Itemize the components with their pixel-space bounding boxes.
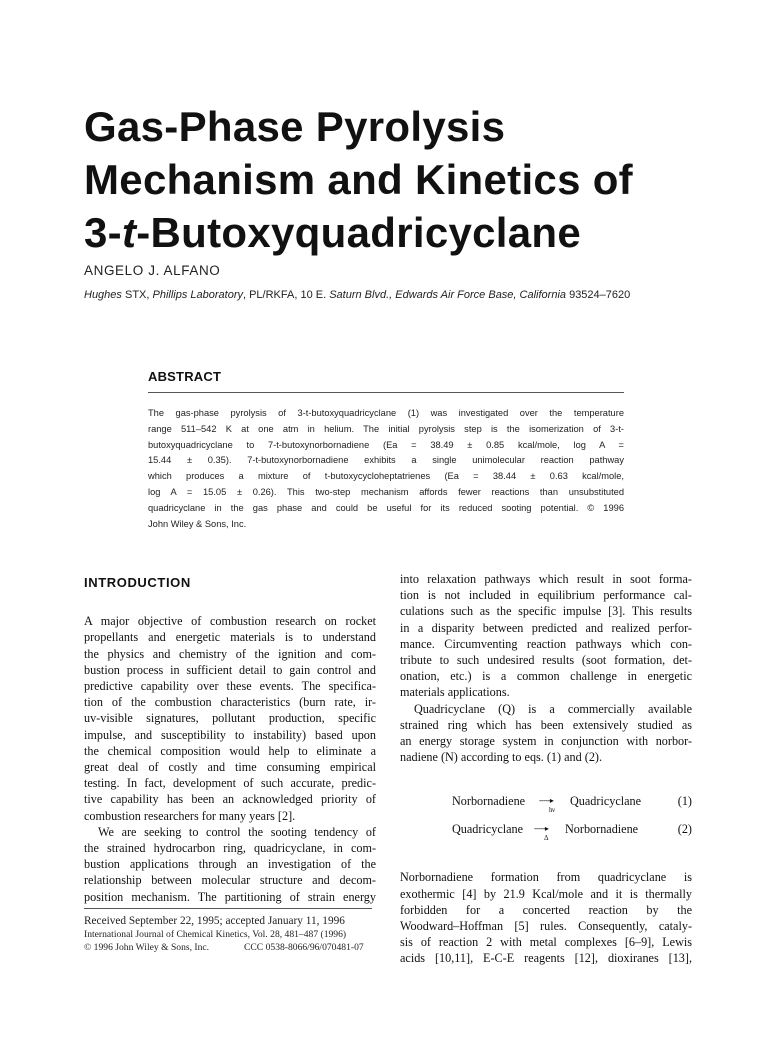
right-column-line: exothermic [4] by 21.9 Kcal/mole and it is thermally (400, 886, 692, 901)
reaction-arrow-icon: -----▸ Δ (534, 821, 548, 837)
footnote-block (84, 915, 372, 953)
right-column-line: in a disparity between predicted and realized perfor- (400, 620, 692, 635)
right-column-line: tribute to such undesired results (soot formation, det- (400, 653, 692, 668)
title-suffix: -Butoxyquadricyclane (136, 209, 582, 256)
introduction-right-body-top (400, 571, 692, 765)
equation-2-number: (2) (677, 822, 692, 837)
affiliation-company: Hughes (84, 289, 122, 301)
author-affiliation (84, 289, 630, 301)
ccc-code: CCC 0538-8066/96/070481-07 (244, 942, 364, 953)
left-column-line: position mechanism. The partitioning of strain energy (84, 889, 376, 904)
abstract-line: quadricyclane in the gas phase and could be useful for its reduced sooting potential. © 1996 (148, 502, 624, 513)
title-line-3 (84, 206, 724, 259)
equation-1 (400, 793, 692, 813)
affiliation-text-2: STX, (121, 289, 153, 301)
right-column-line: materials applications. (400, 685, 510, 700)
right-column (400, 571, 692, 967)
left-column-line: testing. In fact, development of such accurate, predic- (84, 776, 376, 791)
right-column-line: sis of reaction 2 with metal complexes [6–9], Lewis (400, 935, 692, 950)
abstract-line: 15.44 ± 0.35). 7-t-butoxynorbornadiene exhibits a single unimolecular reaction pathway (148, 455, 624, 466)
copyright-text: © 1996 John Wiley & Sons, Inc. (84, 942, 210, 953)
left-column-line: propellants and energetic materials is to understand (84, 630, 376, 645)
affiliation-location: Saturn Blvd., Edwards Air Force Base, California (329, 289, 567, 301)
left-column-line: We are seeking to control the sooting tendency of (98, 824, 376, 839)
left-column-line: predictive capability over these events. The specifica- (84, 679, 376, 694)
author-name: ANGELO J. ALFANO (84, 263, 221, 278)
left-column-line: impulse, and susceptibility to instability) based upon (84, 727, 376, 742)
abstract-line: log A = 15.05 ± 0.26). This two-step mechanism affords fewer reactions than unsubstituted (148, 486, 624, 497)
left-column-line: the chemical composition would help to eliminate a (84, 743, 376, 758)
right-column-line: into relaxation pathways which result in soot forma- (400, 572, 692, 586)
left-column-line: the strained hydrocarbon ring, quadricyclane, in com- (84, 841, 376, 856)
left-column-line: A major objective of combustion research on rocket (84, 614, 376, 629)
right-column-line: tion is not included in equilibrium performance cal- (400, 588, 692, 603)
affiliation-lab: Phillips Laboratory (152, 289, 243, 301)
left-column (84, 575, 376, 905)
right-column-line: Norbornadiene formation from quadricyclane is (400, 870, 692, 885)
title-line-1: Gas-Phase Pyrolysis (84, 103, 506, 150)
equation-1-condition: hν (549, 806, 555, 815)
right-column-line: Quadricyclane (Q) is a commercially available (414, 701, 692, 716)
equation-2-condition: Δ (544, 834, 549, 843)
journal-citation: International Journal of Chemical Kinetics, Vol. 28, 481–487 (1996) (84, 929, 347, 940)
copyright-line (84, 942, 372, 953)
received-dates: Received September 22, 1995; accepted January 11, 1996 (84, 915, 345, 927)
left-column-line: the physics and chemistry of the ignition and com- (84, 646, 376, 661)
right-column-line: acids [10,11], E-C-E reagents [12], dioxiranes [13], (400, 951, 692, 966)
introduction-right-body-bottom (400, 869, 692, 966)
right-column-line: onation, etc.) is a common challenge in energetic (400, 669, 692, 684)
right-column-line: an energy storage system in conjunction with norbor- (400, 734, 692, 749)
left-column-line: great deal of costly and time consuming empirical (84, 760, 376, 775)
equation-1-rhs: Quadricyclane (570, 794, 642, 809)
right-column-line: mance. Circumventing reaction pathways which con- (400, 636, 692, 651)
introduction-heading: INTRODUCTION (84, 575, 191, 590)
left-column-line: combustion researchers for many years [2]. (84, 808, 296, 823)
left-column-line: tion of the combustion characteristics (burn rate, ir- (84, 695, 376, 710)
title-line-2: Mechanism and Kinetics of (84, 156, 633, 203)
abstract-body (148, 406, 624, 532)
left-column-line: bustion applications through an investigation of the (84, 857, 376, 872)
abstract-line: range 511–542 K at one atm in helium. The initial pyrolysis step is the isomerization of 3-t- (148, 423, 624, 434)
abstract-line: which produces a mixture of t-butoxycycloheptatrienes (Ea = 38.44 ± 0.63 kcal/mole, (148, 471, 624, 482)
affiliation-text-4: , PL/RKFA, 10 E. (242, 289, 330, 301)
abstract-line: John Wiley & Sons, Inc. (148, 518, 247, 529)
abstract-heading: ABSTRACT (148, 369, 222, 384)
article-title (84, 100, 724, 259)
right-column-line: forbidden for a concerted reaction by the (400, 902, 692, 917)
equation-2 (400, 821, 692, 841)
equation-2-lhs: Quadricyclane (452, 822, 524, 837)
title-italic-t: t (121, 209, 137, 256)
equations-block (400, 793, 692, 843)
left-column-line: bustion process in sufficient detail to gain control and (84, 662, 376, 677)
left-column-line: uv-visible signatures, pollutant production, specific (84, 711, 376, 726)
right-column-line: strained ring which has been extensively studied as (400, 717, 692, 732)
equation-2-rhs: Norbornadiene (565, 822, 639, 837)
reaction-arrow-icon: -----▸ hν (539, 793, 553, 809)
abstract-divider (148, 392, 624, 393)
introduction-left-body (84, 613, 376, 905)
right-column-line: Woodward–Hoffman [5] rules. Consequently, cataly- (400, 919, 692, 934)
affiliation-zip: 93524–7620 (566, 289, 631, 301)
right-column-line: nadiene (N) according to eqs. (1) and (2). (400, 750, 603, 765)
abstract-line: The gas-phase pyrolysis of 3-t-butoxyquadricyclane (1) was investigated over the temperature (148, 408, 624, 418)
title-prefix: 3- (84, 209, 122, 256)
right-column-line: culations such as the specific impulse [3]. This results (400, 604, 692, 619)
left-column-line: relationship between molecular structure and decom- (84, 873, 376, 888)
abstract-line: butoxyquadricyclane to 7-t-butoxynorbornadiene (Ea = 38.49 ± 0.85 kcal/mole, log A = (148, 439, 624, 450)
footer-divider (84, 908, 372, 909)
left-column-line: tive capability has been an acknowledged priority of (84, 792, 376, 807)
equation-1-number: (1) (677, 794, 692, 809)
equation-1-lhs: Norbornadiene (452, 794, 526, 809)
